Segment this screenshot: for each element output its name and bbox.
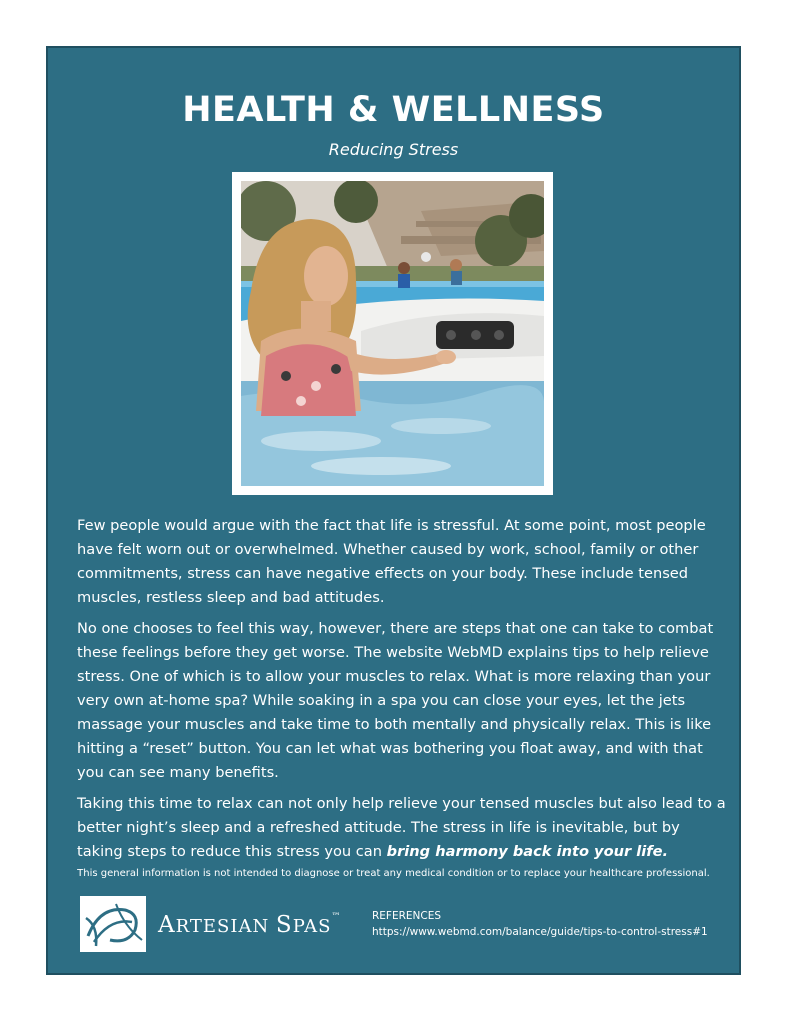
disclaimer: This general information is not intended to diagnose or treat any medical condition or to replace your healthcare professional. <box>77 868 710 879</box>
references-link[interactable]: https://www.webmd.com/balance/guide/tips-to-control-stress#1 <box>372 926 708 938</box>
references <box>372 908 708 940</box>
paragraph-3 <box>77 792 727 864</box>
paragraph-1: Few people would argue with the fact that life is stressful. At some point, most people have felt worn out or overwhelmed. Whether caused by work, school, family or other commitments, stress can have negative effects on your body. These include tensed muscles, restless sleep and bad attitudes. <box>77 517 706 606</box>
article-body <box>77 514 727 871</box>
photo-frame <box>232 172 553 495</box>
artesian-spas-logo-icon <box>80 896 146 952</box>
paragraph-3-text: Taking this time to relax can not only help relieve your tensed muscles but also lead to a better night’s sleep and a refreshed attitude. The stress in life is inevitable, but by taking steps to reduce this stress you can <box>77 795 726 860</box>
page-title: HEALTH & WELLNESS <box>182 90 605 130</box>
paragraph-2: No one chooses to feel this way, however, there are steps that one can take to combat these feelings before they get worse. The website WebMD explains tips to help relieve stress. One of which is to allow your muscles to relax. What is more relaxing than your very own at-home spa? While soaking in a spa you can close your eyes, let the jets massage your muscles and take time to both mentally and physically relax. This is like hitting a “reset” button. You can let what was bothering you float away, and with that you can see many benefits. <box>77 620 714 781</box>
flyer-panel <box>46 46 741 975</box>
paragraph-3-emphasis: bring harmony back into your life. <box>386 843 669 860</box>
references-heading: REFERENCES <box>372 910 442 922</box>
spa-photo <box>241 181 544 486</box>
brand-logo <box>80 896 340 956</box>
brand-name: ARTESIAN SPAS™ <box>158 912 342 938</box>
page-subtitle: Reducing Stress <box>328 140 459 159</box>
